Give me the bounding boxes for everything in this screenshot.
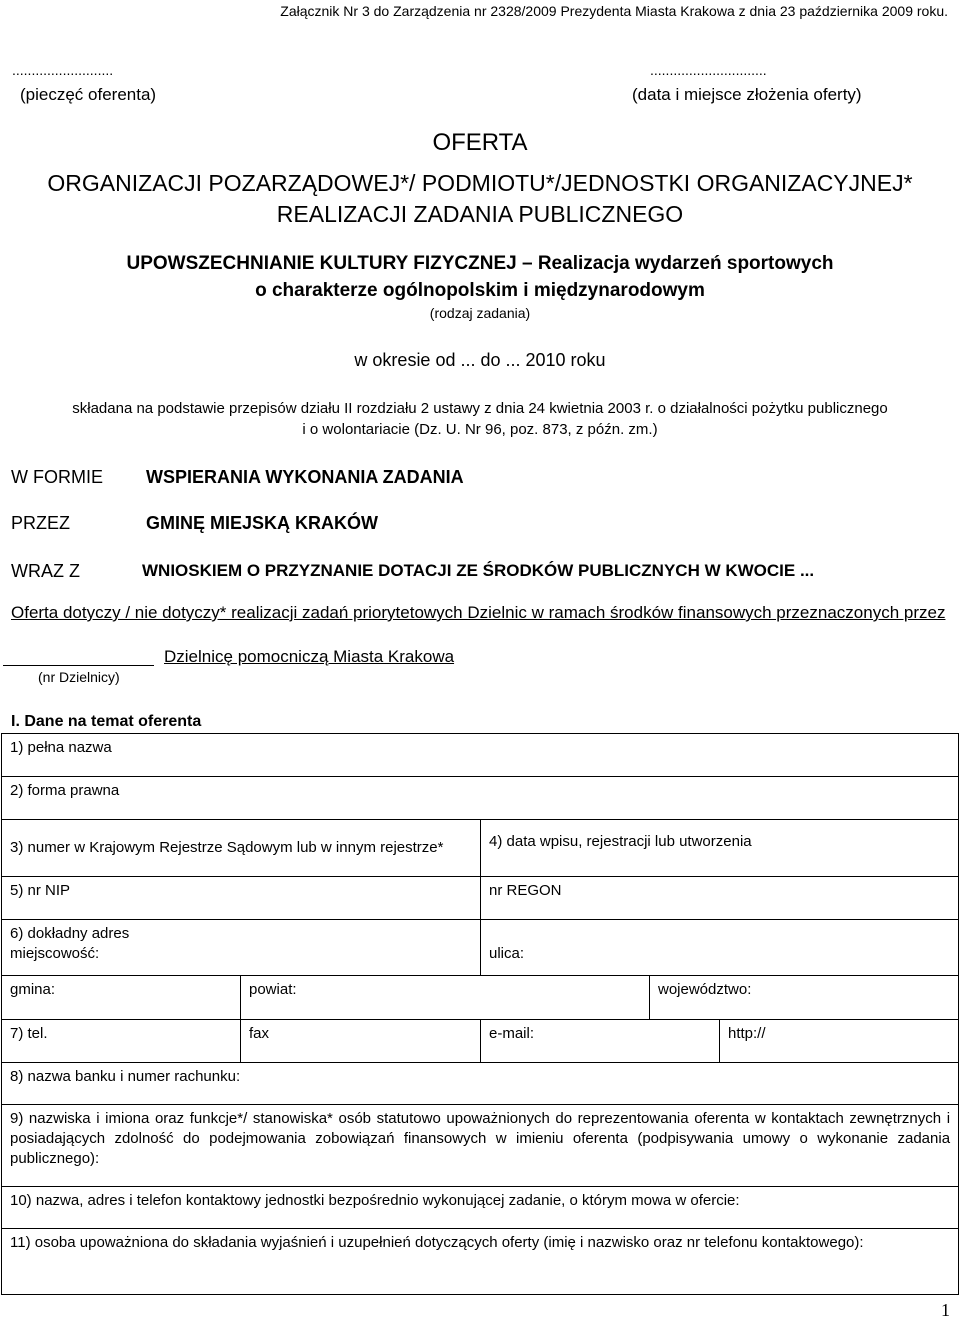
field-voivodeship-label: województwo: [658,981,752,998]
stamp-dots: .......................... [12,62,114,78]
field-krs-number-label: 3) numer w Krajowym Rejestrze Sądowym lub w innym rejestrze* [10,839,444,856]
title-organization: ORGANIZACJI POZARZĄDOWEJ*/ PODMIOTU*/JEDNOSTKI ORGANIZACYJNEJ* [47,170,913,196]
field-phone[interactable] [2,1020,241,1063]
date-dots: .............................. [650,62,767,78]
field-phone-label: 7) tel. [10,1025,48,1042]
field-regon-label: nr REGON [489,882,562,899]
przez-value: GMINĘ MIEJSKĄ KRAKÓW [146,513,379,533]
field-representatives-label: 9) nazwiska i imiona oraz funkcje*/ stanowiska* osób statutowo upoważnionych do reprezentowania oferenta w kontaktach zewnętrznych i posiadających zdolność do podejmowania zobowiązań finansowych w imieniu oferenta (podpisywania umowy o wykonanie zadania publicznego): [10,1110,951,1167]
field-powiat[interactable] [241,976,650,1020]
task-line-2: o charakterze ogólnopolskim i międzynarodowym [255,280,705,301]
annex-header: Załącznik Nr 3 do Zarządzenia nr 2328/2009 Prezydenta Miasta Krakowa z dnia 23 października 2009 roku. [280,3,948,19]
stamp-label: (pieczęć oferenta) [20,85,157,104]
field-bank-account[interactable] [2,1063,959,1105]
field-legal-form[interactable] [2,777,959,820]
field-fax-label: fax [249,1025,270,1042]
field-voivodeship[interactable] [650,976,959,1020]
title-realizacja: REALIZACJI ZADANIA PUBLICZNEGO [276,201,684,227]
field-address-city[interactable] [2,920,481,976]
district-helper: Dzielnicę pomocniczą Miasta Krakowa [164,647,455,666]
field-executing-unit[interactable] [2,1187,959,1229]
przez-label: PRZEZ [11,513,71,533]
field-contact-person[interactable] [2,1229,959,1295]
field-website[interactable] [720,1020,959,1063]
field-krs-number[interactable] [2,820,481,877]
field-nip[interactable] [2,877,481,920]
field-street[interactable] [481,920,959,976]
page-number: 1 [941,1300,950,1320]
district-number-label: (nr Dzielnicy) [38,669,120,685]
field-address-label: 6) dokładny adres [10,925,130,942]
section-1-heading: I. Dane na temat oferenta [11,713,202,730]
field-email[interactable] [481,1020,720,1063]
field-city-label: miejscowość: [10,945,100,962]
field-bank-account-label: 8) nazwa banku i numer rachunku: [10,1068,241,1085]
period-line: w okresie od ... do ... 2010 roku [354,350,606,370]
task-kind-label: (rodzaj zadania) [429,305,531,321]
field-full-name-label: 1) pełna nazwa [10,739,112,756]
field-regon[interactable] [481,877,959,920]
field-fax[interactable] [241,1020,481,1063]
w-formie-label: W FORMIE [11,467,103,487]
field-nip-label: 5) nr NIP [10,882,71,899]
field-contact-person-label: 11) osoba upoważniona do składania wyjaśnień i uzupełnień dotyczących oferty (imię i nazwisko oraz nr telefonu kontaktowego): [10,1234,864,1251]
field-registration-date[interactable] [481,820,959,877]
district-number-line[interactable] [3,665,154,666]
title-oferta: OFERTA [432,129,528,156]
legal-basis-line-2: i o wolontariacie (Dz. U. Nr 96, poz. 873, z późn. zm.) [302,421,658,438]
priority-statement: Oferta dotyczy / nie dotyczy* realizacji zadań priorytetowych Dzielnic w ramach środków finansowych przeznaczonych przez [11,603,946,622]
field-gmina[interactable] [2,976,241,1020]
field-email-label: e-mail: [489,1025,535,1042]
field-website-label: http:// [728,1025,766,1042]
field-legal-form-label: 2) forma prawna [10,782,120,799]
field-gmina-label: gmina: [10,981,56,998]
task-line-1: UPOWSZECHNIANIE KULTURY FIZYCZNEJ – Realizacja wydarzeń sportowych [126,253,834,274]
w-formie-value: WSPIERANIA WYKONANIA ZADANIA [146,467,464,487]
field-full-name[interactable] [2,734,959,777]
field-powiat-label: powiat: [249,981,297,998]
applicant-data-table [1,733,959,1295]
field-registration-date-label: 4) data wpisu, rejestracji lub utworzenia [489,833,752,850]
field-executing-unit-label: 10) nazwa, adres i telefon kontaktowy jednostki bezpośrednio wykonującej zadanie, o którym mowa w ofercie: [10,1192,740,1209]
date-label: (data i miejsce złożenia oferty) [632,85,862,104]
wraz-value: WNIOSKIEM O PRZYZNANIE DOTACJI ZE ŚRODKÓW PUBLICZNYCH W KWOCIE ... [142,561,815,580]
legal-basis-line-1: składana na podstawie przepisów działu II rozdziału 2 ustawy z dnia 24 kwietnia 2003 r. o działalności pożytku publicznego [72,400,888,417]
wraz-label: WRAZ Z [11,561,80,581]
field-representatives[interactable] [2,1105,959,1187]
field-street-label: ulica: [489,945,525,962]
